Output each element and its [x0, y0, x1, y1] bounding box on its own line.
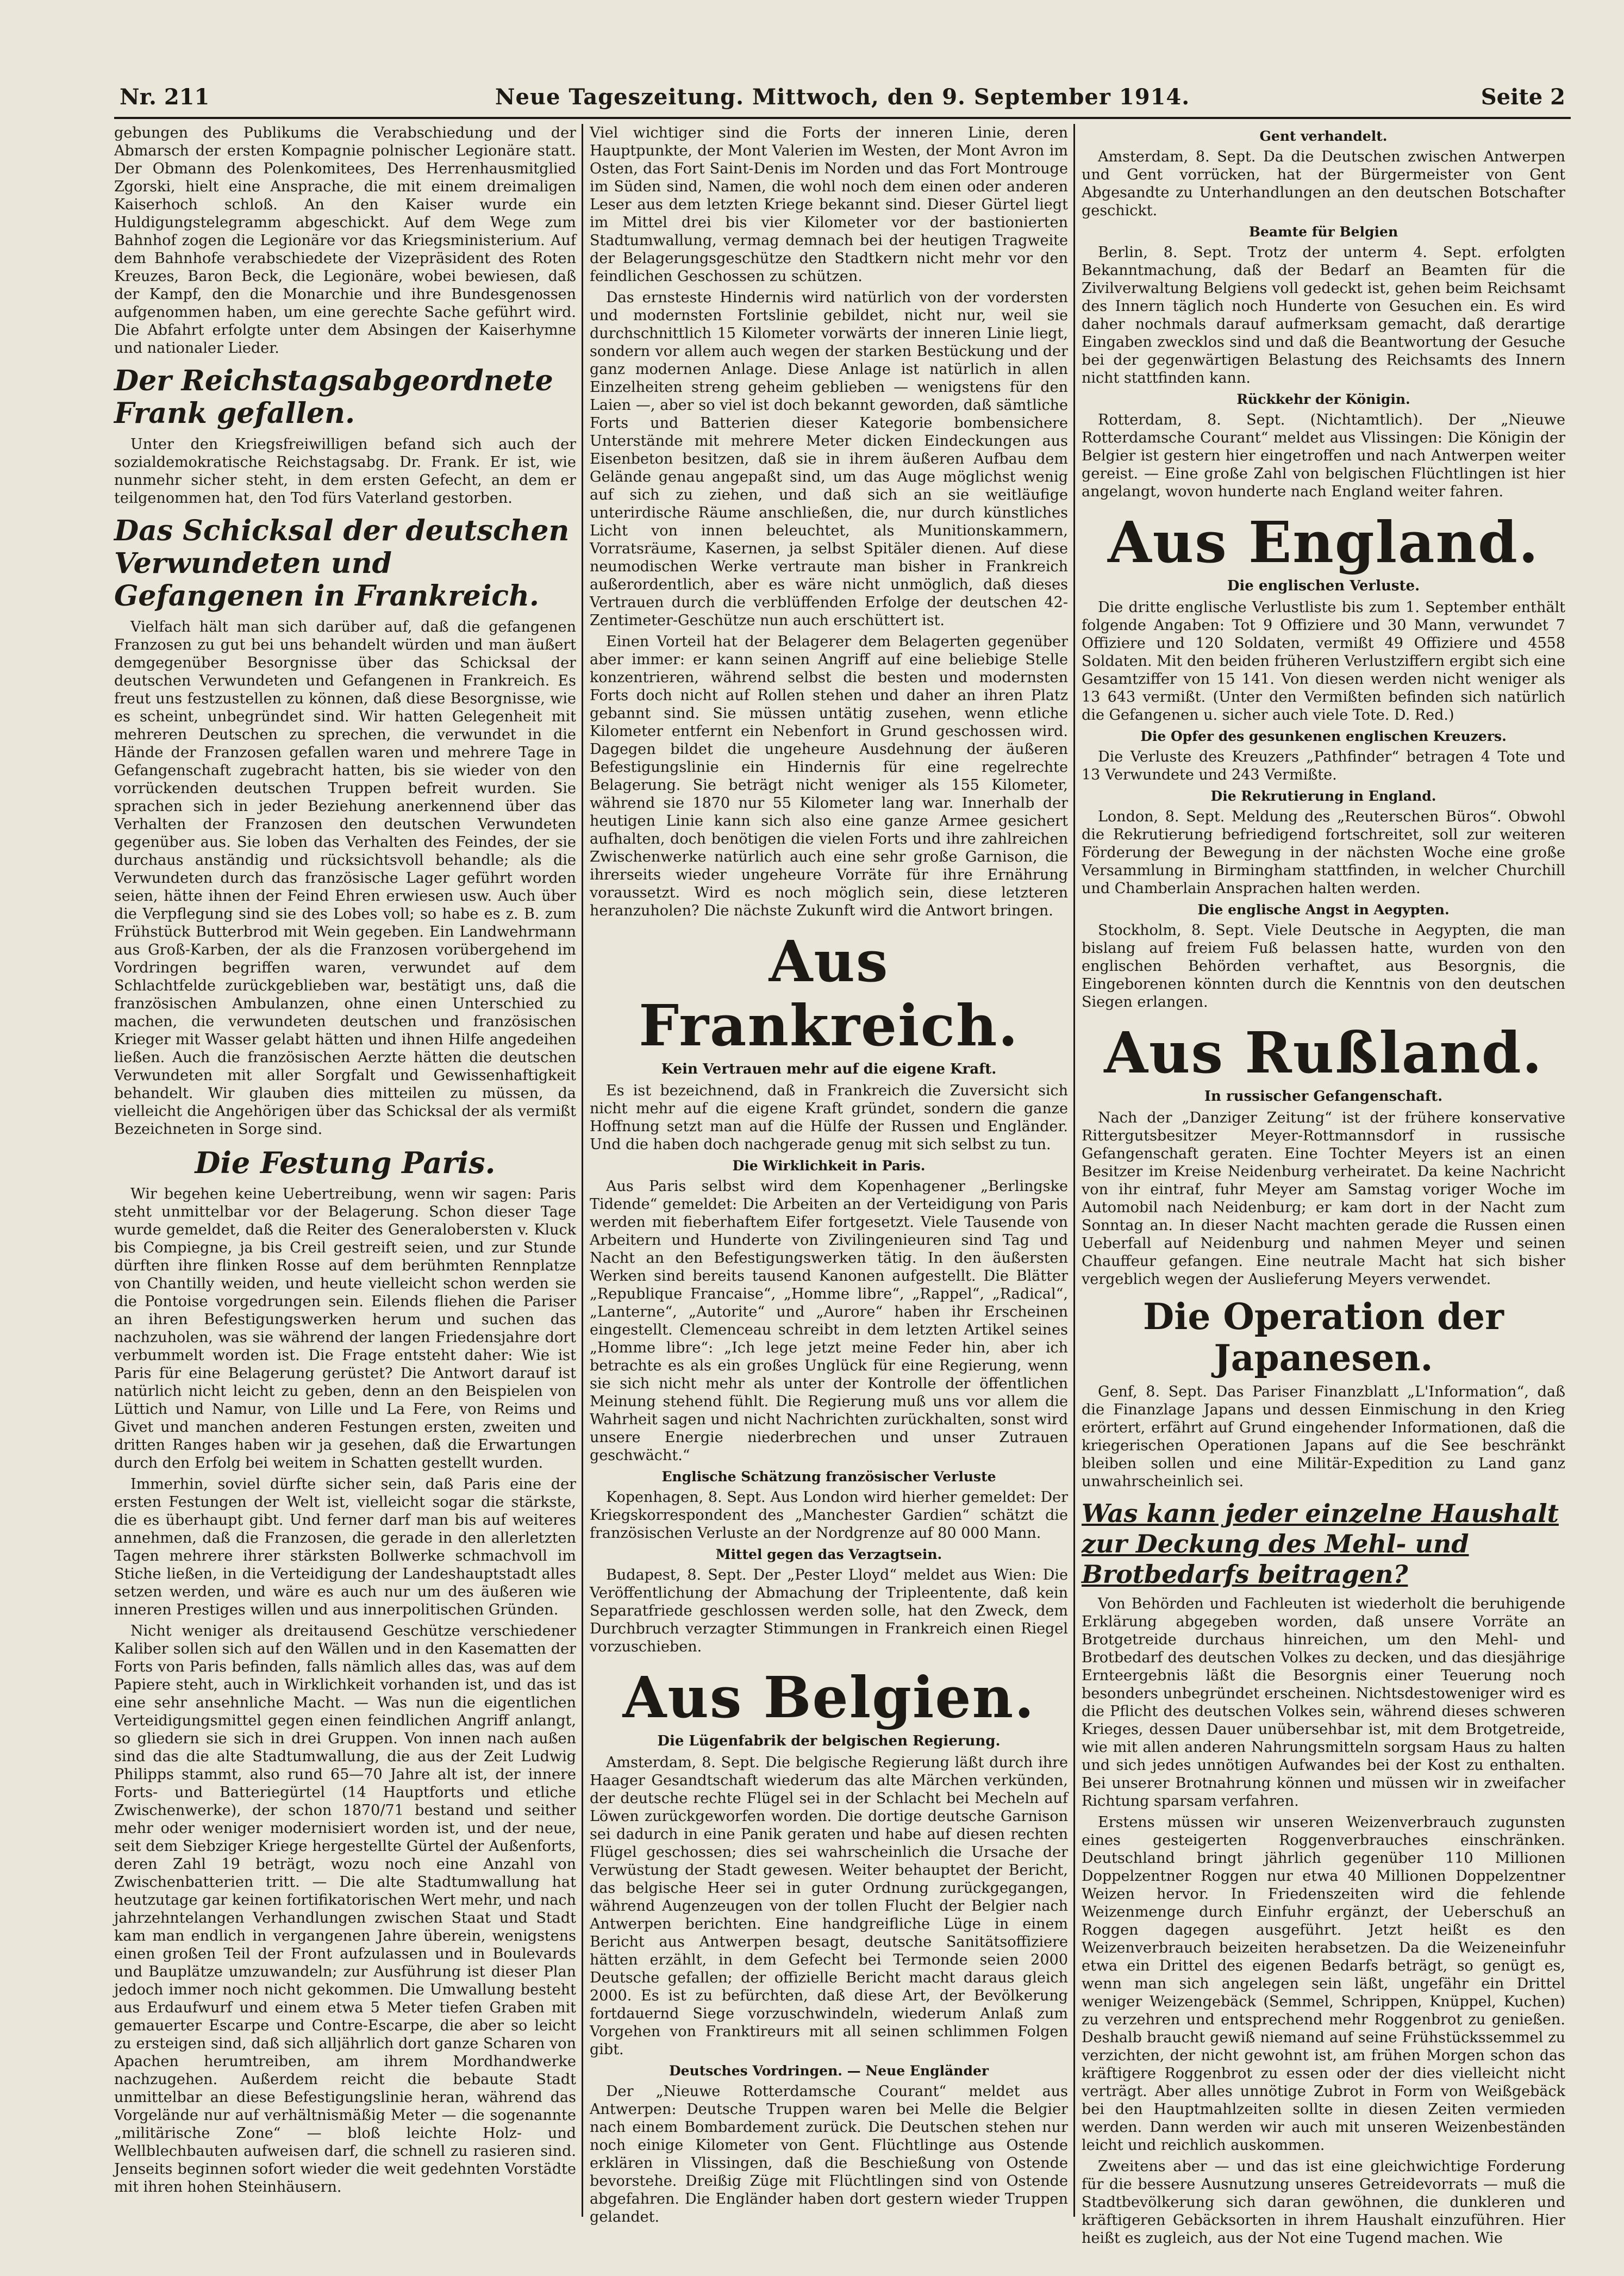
- article-text: Amsterdam, 8. Sept. Da die Deutschen zwischen Antwerpen und Gent vorrücken, hat der Bürgermeister von Gent Abgesandte zu Unterhandlungen an den deutschen Botschafter geschickt.: [1082, 148, 1565, 219]
- subheading: Gent verhandelt.: [1259, 128, 1388, 144]
- subheading: Deutsches Vordringen. — Neue Engländer: [669, 2063, 989, 2079]
- column-3: [1082, 124, 1565, 2247]
- subheading: In russischer Gefangenschaft.: [1204, 1088, 1443, 1105]
- article-text: Die Verluste des Kreuzers „Pathfinder“ betragen 4 Tote und 13 Verwundete und 243 Vermißte.: [1082, 749, 1565, 783]
- headline-japanesen: Die Operation der Japanesen.: [1143, 1295, 1504, 1379]
- issue-number: Nr. 211: [120, 84, 210, 110]
- article-text: London, 8. Sept. Meldung des „Reuterschen Büros“. Obwohl die Rekrutierung befriedigend fortschreitet, soll zur weiteren Förderung der Bewegung in der nächsten Woche eine große Versammlung in Birmingham stattfinden, in welcher Churchill und Chamberlain Ansprachen halten werden.: [1082, 808, 1565, 897]
- subheading: Mittel gegen das Verzagtsein.: [715, 1547, 942, 1562]
- article-text: Genf, 8. Sept. Das Pariser Finanzblatt „L'Information“, daß die Finanzlage Japans und dessen Einmischung in den Krieg erörtert, erfährt auf Grund eingehender Informationen, daß die kriegerischen Operationen Japans auf die See beschränkt bleiben sollen und eine Militär-Expedition zu Land ganz unwahrscheinlich sei.: [1082, 1383, 1565, 1490]
- article-text: Von Behörden und Fachleuten ist wiederholt die beruhigende Erklärung abgegeben worden, daß unsere Vorräte an Brotgetreide durchaus hinreichen, um den Mehl- und Brotbedarf des deutschen Volkes zu decken, und das diesjährige Ernteergebnis läßt die Besorgnis einer Teuerung noch besonders unbegründet erscheinen. Nichtsdestoweniger wird es die Pflicht des deutschen Volkes sein, während dieses schweren Krieges, dessen Dauer unübersehbar ist, mit dem Brotgetreide, wie mit allen anderen Nahrungsmitteln sorgsam Haus zu halten und sich jedes unnötigen Aufwandes bei der Kost zu enthalten. Bei unserer Brotnahrung können und müssen wir in zweifacher Richtung sparsam verfahren.: [1082, 1595, 1565, 1810]
- column-rule: [582, 124, 583, 2217]
- article-text: Unter den Kriegsfreiwilligen befand sich auch der sozialdemokratische Reichstagsabg. Dr. Frank. Er ist, wie nunmehr sicher steht, in dem ersten Gefecht, an dem er teilgenommen hat, den Tod fürs Vaterland gestorben.: [114, 436, 576, 507]
- headline-aus-frankreich: Aus Frankreich.: [639, 928, 1019, 1059]
- subheading: Die Lügenfabrik der belgischen Regierung.: [657, 1733, 1001, 1749]
- article-text: gebungen des Publikums die Verabschiedung und der Abmarsch der ersten Kompagnie polnischer Legionäre statt. Der Obmann des Polenkomitees, Des Herrenhausmitglied Zgorski, hielt eine Ansprache, die mit einem dreimaligen Kaiserhoch schloß. An den Kaiser wurde ein Huldigungstelegramm abgeschickt. Auf dem Wege zum Bahnhof zogen die Legionäre vor das Kriegsministerium. Auf dem Bahnhofe verabschiedete der Vizepräsident des Roten Kreuzes, Baron Beck, die Legionäre, wobei bewiesen, daß der Kampf, den die Monarchie und ihre Bundesgenossen aufgenommen haben, um eine gerechte Sache geführt wird. Die Abfahrt erfolgte unter dem Absingen der Kaiserhymne und nationaler Lieder.: [114, 124, 576, 357]
- headline-aus-belgien: Aus Belgien.: [622, 1664, 1035, 1731]
- headline-festung-paris: Die Festung Paris.: [195, 1145, 496, 1180]
- article-text: Aus Paris selbst wird dem Kopenhagener „Berlingske Tidende“ gemeldet: Die Arbeiten an der Verteidigung von Paris werden mit fieberhaftem Eifer fortgesetzt. Viele Tausende von Arbeitern und Hunderte von Zivilingenieuren sind Tag und Nacht an den Befestigungswerken tätig. In den äußersten Werken sind bereits tausend Kanonen aufgestellt. Die Blätter „Republique Francaise“, „Homme libre“, „Rappel“, „Radical“, „Lanterne“, „Autorite“ und „Aurore“ haben ihr Erscheinen eingestellt. Clemenceau schreibt in dem letzten Artikel seines „Homme libre“: „Ich lege jetzt meine Feder hin, aber ich betrachte es als ein großes Unglück für eine Regierung, wenn sie sich nicht mehr als unter der Kontrolle der öffentlichen Meinung stehend fühlt. Die Regierung muß uns vor allem die Wahrheit sagen und nicht Nachrichten zurückhalten, sonst wird unsere Energie niederbrechen und unser Zutrauen geschwächt.“: [590, 1178, 1068, 1464]
- headline-verwundete: Das Schicksal der deutschen Verwundeten und Gefangenen in Frankreich.: [114, 514, 570, 613]
- subheading: Die Opfer des gesunkenen englischen Kreuzers.: [1140, 728, 1507, 744]
- headline-aus-russland: Aus Rußland.: [1104, 1019, 1543, 1086]
- article-text: Einen Vorteil hat der Belagerer dem Belagerten gegenüber aber immer: er kann seinen Angriff auf eine beliebige Stelle konzentrieren, während selbst die besten und modernsten Forts doch nicht auf Rollen stehen und daher an ihren Platz gebannt sind. Sie müssen untätig zusehen, wenn etliche Kilometer entfernt ein Nebenfort in Grund geschossen wird. Dagegen bildet die ungeheure Ausdehnung der äußeren Befestigungslinie ein Hindernis für eine regelrechte Belagerung. Sie beträgt nicht weniger als 155 Kilometer, während sie 1870 nur 55 Kilometer lang war. Innerhalb der heutigen Linie kann sich also eine ganze Armee gesichert aufhalten, doch benötigen die vielen Forts und ihre zahlreichen Zwischenwerke natürlich auch eine sehr große Garnison, die ihrerseits wieder ungeheure Vorräte für ihre Ernährung voraussetzt. Wird es noch möglich sein, diese letzteren heranzuholen? Die nächste Zukunft wird die Antwort bringen.: [590, 633, 1068, 919]
- article-text: Vielfach hält man sich darüber auf, daß die gefangenen Franzosen zu gut bei uns behandelt würden und man äußert demgegenüber Besorgnisse über das Schicksal der deutschen Verwundeten und Gefangenen in Frankreich. Es freut uns festzustellen zu können, daß diese Besorgnisse, wie es scheint, unbegründet sind. Wir hatten Gelegenheit mit mehreren Deutschen zu sprechen, die verwundet in die Hände der Franzosen gefallen waren und mehrere Tage in Gefangenschaft zugebracht hatten, bis sie wieder von den vorrückenden deutschen Truppen befreit wurden. Sie sprachen sich in jeder Beziehung anerkennend über das Verhalten der Franzosen den deutschen Verwundeten gegenüber aus. Sie loben das Verhalten des Feindes, der sie durchaus anständig und rücksichtsvoll behandle; als die Verwundeten durch das französische Lager geführt worden seien, hätte ihnen der Feind Ehren erwiesen usw. Auch über die Verpflegung sind sie des Lobes voll; so habe es z. B. zum Frühstück Butterbrod mit Wein gegeben. Ein Landwehrmann aus Groß-Karben, der als die Franzosen vorübergehend im Vordringen begriffen waren, verwundet auf dem Schlachtfelde zurückgeblieben war, bestätigt uns, daß die französischen Ambulanzen, ohne einen Unterschied zu machen, die verwundeten deutschen und französischen Krieger mit Wasser gelabt hätten und ihnen Hilfe angedeihen ließen. Auch die französischen Aerzte hätten die deutschen Verwundeten mit aller Sorgfalt und Gewissenhaftigkeit behandelt. Wir glauben dies mitteilen zu müssen, da vielleicht die Angehörigen über das Schicksal der als vermißt Bezeichneten in Sorge sind.: [114, 619, 576, 1138]
- masthead: [114, 84, 1571, 119]
- subheading: Die englische Angst in Aegypten.: [1197, 902, 1450, 918]
- article-text: Das ernsteste Hindernis wird natürlich von der vordersten und modernsten Fortslinie gebildet, nicht nur, weil sie durchschnittlich 15 Kilometer vorwärts der inneren Linie liegt, sondern vor allem auch wegen der starken Bestückung und der ganz modernen Anlage. Diese Anlage ist natürlich in allen Einzelheiten streng geheim geblieben — wenigstens für den Laien —, aber so viel ist doch bekannt geworden, daß sämtliche Forts und Batterien dieser Kategorie bombensichere Unterstände mit mehrere Meter dicken Eindeckungen aus Eisenbeton besitzen, daß sie in ihrem äußeren Aufbau dem Gelände genau angepaßt sind, um das Auge möglichst wenig auf sich zu ziehen, und daß sich an sie weitläufige unterirdische Räume anschließen, die, nur durch künstliches Licht von innen beleuchtet, als Munitionskammern, Vorratsräume, Kasernen, ja selbst Spitäler dienen. Auf diese neumodischen Werke vertraute man bisher in Frankreich außerordentlich, aber es wäre nicht unmöglich, daß dieses Vertrauen durch die verblüffenden Erfolge der deutschen 42-Zentimeter-Geschütze nun auch erschüttert ist.: [590, 289, 1068, 629]
- article-text: Wir begehen keine Uebertreibung, wenn wir sagen: Paris steht unmittelbar vor der Belagerung. Schon dieser Tage wurde gemeldet, daß die Reiter des Generalobersten v. Kluck bis Compiegne, ja bis Creil gestreift seien, und zur Stunde dürften ihre flinken Rosse auf dem berühmten Rennplatze von Chantilly weiden, und heute vielleicht schon werden sie die Pontoise vorgedrungen sein. Eilends fliehen die Pariser an ihren Befestigungswerken herum und suchen das nachzuholen, was sie während der langen Friedensjahre dort verbummelt worden ist. Die Frage entsteht daher: Wie ist Paris für eine Belagerung gerüstet? Die Antwort darauf ist natürlich nicht leicht zu geben, denn an den Beispielen von Lüttich und Namur, von Lille und La Fere, von Reims und Givet und manchen anderen Festungen ersten, zweiten und dritten Ranges haben wir ja gesehen, daß die Erwartungen durch den Erfolg bei weitem in Schatten gestellt wurden.: [114, 1186, 576, 1471]
- article-text: Viel wichtiger sind die Forts der inneren Linie, deren Hauptpunkte, der Mont Valerien im Westen, der Mont Avron im Osten, das Fort Saint-Denis im Norden und das Fort Montrouge im Süden sind, Namen, die wohl noch dem einen oder anderen Leser aus dem letzten Kriege bekannt sind. Dieser Gürtel liegt im Mittel drei bis vier Kilometer vor der bastionierten Stadtumwallung, vermag demnach bei der heutigen Tragweite der Belagerungsgeschütze den Stadtkern nicht mehr vor den feindlichen Geschossen zu schützen.: [590, 124, 1068, 285]
- subheading: Beamte für Belgien: [1248, 224, 1398, 240]
- newspaper-title: Neue Tageszeitung. Mittwoch, den 9. September 1914.: [495, 84, 1190, 110]
- subheading: Die englischen Verluste.: [1227, 578, 1420, 594]
- article-text: Zweitens aber — und das ist eine gleichwichtige Forderung für die bessere Ausnutzung unseres Getreidevorrats — muß die Stadtbevölkerung sich daran gewöhnen, die dunkleren und kräftigeren Gebäcksorten in ihrem Haushalt einzuführen. Hier heißt es zugleich, aus der Not eine Tugend machen. Wie: [1082, 2158, 1565, 2247]
- subheading: Kein Vertrauen mehr auf die eigene Kraft.: [661, 1061, 997, 1077]
- article-text: Erstens müssen wir unseren Weizenverbrauch zugunsten eines gesteigerten Roggenverbrauches einschränken. Deutschland bringt jährlich gegenüber 110 Millionen Doppelzentner Roggen nur etwa 40 Millionen Doppelzentner Weizen hervor. In Friedenszeiten wird die fehlende Weizenmenge durch Einfuhr ergänzt, der Ueberschuß an Roggen dagegen ausgeführt. Jetzt heißt es den Weizenverbrauch beizeiten herabsetzen. Da die Weizeneinfuhr etwa ein Drittel des eigenen Bedarfs beträgt, so genügt es, wenn man sich angelegen sein läßt, ungefähr ein Drittel weniger Weizengebäck (Semmel, Schrippen, Knüppel, Kuchen) zu verzehren und entsprechend mehr Roggenbrot zu genießen. Deshalb braucht gewiß niemand auf seine Frühstückssemmel zu verzichten, der nicht gewohnt ist, am frühen Morgen schon das kräftigere Roggenbrot zu essen oder der dies vielleicht nicht verträgt. Aber alles unnötige Zubrot in Form von Weißgebäck bei den Hauptmahlzeiten sollte in diesen Zeiten vermieden werden. Dann werden wir auch mit unseren Weizenbeständen leicht und reichlich auskommen.: [1082, 1814, 1565, 2154]
- article-text: Es ist bezeichnend, daß in Frankreich die Zuversicht sich nicht mehr auf die eigene Kraft gründet, sondern die ganze Hoffnung setzt man auf die Hülfe der Russen und Engländer. Und die haben doch nachgerade genug mit sich selbst zu tun.: [590, 1082, 1068, 1153]
- article-text: Amsterdam, 8. Sept. Die belgische Regierung läßt durch ihre Haager Gesandtschaft wiederum das alte Märchen verkünden, der deutsche rechte Flügel sei in der Schlacht bei Mecheln auf Löwen zurückgeworfen worden. Die dortige deutsche Garnison sei dadurch in eine Panik geraten und habe auf diesen rechten Flügel geschossen; dies sei wahrscheinlich die Ursache der Verwüstung der Stadt gewesen. Weiter behauptet der Bericht, das belgische Heer sei in guter Ordnung zurückgegangen, während Augenzeugen von der tollen Flucht der Belgier nach Antwerpen berichten. Eine handgreifliche Lüge in einem Bericht aus Antwerpen besagt, deutsche Sanitätsoffiziere hätten erzählt, in dem Gefecht bei Termonde seien 2000 Deutsche gefallen; der offizielle Bericht macht daraus gleich 2000. Es ist zu befürchten, daß diese Art, der Bevölkerung fortdauernd Siege vorzuschwindeln, wiederum Anlaß zum Vorgehen von Franktireurs mit all seinen schlimmen Folgen gibt.: [590, 1754, 1068, 2058]
- subheading: Die Rekrutierung in England.: [1210, 788, 1436, 804]
- article-text: Nach der „Danziger Zeitung“ ist der frühere konservative Rittergutsbesitzer Meyer-Rottmannsdorf in russische Gefangenschaft geraten. Eine Tochter Meyers ist an einen Besitzer im Kreise Neidenburg verheiratet. Da keine Nachricht von ihr eintraf, fuhr Meyer am Samstag voriger Woche im Automobil nach Neidenburg; er kam dort in der Nacht zum Sonntag an. In dieser Nacht machten gerade die Russen einen Ueberfall auf Neidenburg und nahmen Meyer und seinen Chauffeur gefangen. Eine neutrale Macht hat sich bisher vergeblich wegen der Auslieferung Meyers verwendet.: [1082, 1109, 1565, 1288]
- subheading: Englische Schätzung französischer Verluste: [661, 1469, 996, 1485]
- article-text: Berlin, 8. Sept. Trotz der unterm 4. Sept. erfolgten Bekanntmachung, daß der Bedarf an Beamten für die Zivilverwaltung Belgiens voll gedeckt ist, gehen beim Reichsamt des Innern täglich noch Hunderte von Gesuchen ein. Es wird daher nochmals darauf aufmerksam gemacht, daß derartige Eingaben zwecklos sind und daß die Beantwortung der Gesuche bei der gegenwärtigen Belastung des Reichsamts des Innern nicht stattfinden kann.: [1082, 244, 1565, 386]
- article-text: Kopenhagen, 8. Sept. Aus London wird hierher gemeldet: Der Kriegskorrespondent des „Manchester Gardien“ schätzt die französischen Verluste an der Nordgrenze auf 80 000 Mann.: [590, 1489, 1068, 1542]
- headline-haushalt: Was kann jeder einzelne Haushalt zur Deckung des Mehl- und Brotbedarfs beitragen?: [1082, 1499, 1559, 1589]
- page-number: Seite 2: [1481, 84, 1565, 110]
- subheading: Rückkehr der Königin.: [1236, 391, 1410, 407]
- column-rule: [1073, 124, 1075, 2217]
- column-2: [590, 124, 1068, 2225]
- headline-aus-england: Aus England.: [1107, 509, 1540, 576]
- column-1: [114, 124, 576, 2222]
- headline-frank: Der Reichstagsabgeordnete Frank gefallen.: [114, 364, 553, 430]
- article-text: Nicht weniger als dreitausend Geschütze verschiedener Kaliber sollen sich auf den Wällen und in den Kasematten der Forts von Paris befinden, falls nämlich alles das, was auf dem Papiere steht, auch in Wirklichkeit vorhanden ist, und das ist eine sehr ansehnliche Macht. — Was nun die eigentlichen Verteidigungsmittel gegen einen feindlichen Angriff anlangt, so gliedern sie sich in drei Gruppen. Von innen nach außen sind das die alte Stadtumwallung, die aus der Zeit Ludwig Philipps stammt, also rund 65—70 Jahre alt ist, der innere Forts- und Batteriegürtel (14 Hauptforts und etliche Zwischenwerke), der schon 1870/71 bestand und seither mehr oder weniger modernisiert worden ist, und der neue, seit dem Siebziger Kriege hergestellte Gürtel der Außenforts, deren Zahl 19 beträgt, wozu noch eine Anzahl von Zwischenbatterien tritt. — Die alte Stadtumwallung hat heutzutage gar keinen fortifikatorischen Wert mehr, und nach jahrzehntelangen Verhandlungen zwischen Staat und Stadt kam man endlich in vergangenen Jahre überein, wenigstens einen großen Teil der Front aufzulassen und in Boulevards und Bauplätze umzuwandeln; zur Ausführung ist dieser Plan jedoch immer noch nicht gekommen. Die Umwallung besteht aus Erdaufwurf und einem etwa 5 Meter tiefen Graben mit gemauerter Escarpe und Contre-Escarpe, die aber so leicht zu ersteigen sind, daß sich alljährlich dort ganze Scharen von Apachen herumtreiben, am ihrem Mordhandwerke nachzugehen. Außerdem reicht die bebaute Stadt unmittelbar an diese Befestigungslinie heran, während das Vorgelände nur auf verhältnismäßig Meter — die sogenannte „militärische Zone“ — bloß leichte Holz- und Wellblechbauten aufweisen darf, die schnell zu rasieren sind. Jenseits beginnen sofort wieder die weit gedehnten Vorstädte mit ihren hohen Steinhäusern.: [114, 1623, 576, 2196]
- article-text: Der „Nieuwe Rotterdamsche Courant“ meldet aus Antwerpen: Deutsche Truppen waren bei Melle die Belgier nach einem Bombardement zurück. Die Deutschen stehen nur noch einige Kilometer von Gent. Flüchtlinge aus Ostende erklären in Vlissingen, daß die Beschießung von Ostende bevorstehe. Dreißig Züge mit Flüchtlingen sind von Ostende abgefahren. Die Engländer haben dort gestern wieder Truppen gelandet.: [590, 2083, 1068, 2225]
- article-text: Immerhin, soviel dürfte sicher sein, daß Paris eine der ersten Festungen der Welt ist, vielleicht sogar die stärkste, die es überhaupt gibt. Und ferner darf man bis auf weiteres annehmen, daß die Franzosen, die gerade in den allerletzten Tagen mehrere ihrer stärksten Bollwerke schmachvoll im Stiche ließen, in die Verteidigung der Landeshauptstadt alles setzen werden, und wäre es auch nur um des äußeren wie inneren Prestiges willen und aus innerpolitischen Gründen.: [114, 1476, 576, 1618]
- article-text: Rotterdam, 8. Sept. (Nichtamtlich). Der „Nieuwe Rotterdamsche Courant“ meldet aus Vlissingen: Die Königin der Belgier ist gestern hier eingetroffen und nach Antwerpen weiter gereist. — Eine große Zahl von belgischen Flüchtlingen ist hier angelangt, wovon hunderte nach England weiter fahren.: [1082, 411, 1565, 500]
- article-text: Stockholm, 8. Sept. Viele Deutsche in Aegypten, die man bislang auf freiem Fuß belassen hatte, wurden von den englischen Behörden verhaftet, aus Besorgnis, die Eingeborenen könnten durch die Kenntnis von den deutschen Siegen erlangen.: [1082, 922, 1565, 1011]
- article-text: Die dritte englische Verlustliste bis zum 1. September enthält folgende Angaben: Tot 9 Offiziere und 30 Mann, verwundet 7 Offiziere und 120 Soldaten, vermißt 49 Offiziere und 4558 Soldaten. Mit den beiden früheren Verlustziffern ergibt sich eine Gesamtziffer von 15 141. Von diesen werden nicht weniger als 13 643 vermißt. (Unter den Vermißten befinden sich natürlich die Gefangenen u. sicher auch viele Tote. D. Red.): [1082, 599, 1565, 724]
- article-text: Budapest, 8. Sept. Der „Pester Lloyd“ meldet aus Wien: Die Veröffentlichung der Abmachung der Tripleentente, daß kein Separatfriede geschlossen werden solle, hat den Zweck, dem Durchbruch verzagter Stimmungen in Frankreich einen Riegel vorzuschieben.: [590, 1567, 1068, 1655]
- subheading: Die Wirklichkeit in Paris.: [732, 1158, 926, 1174]
